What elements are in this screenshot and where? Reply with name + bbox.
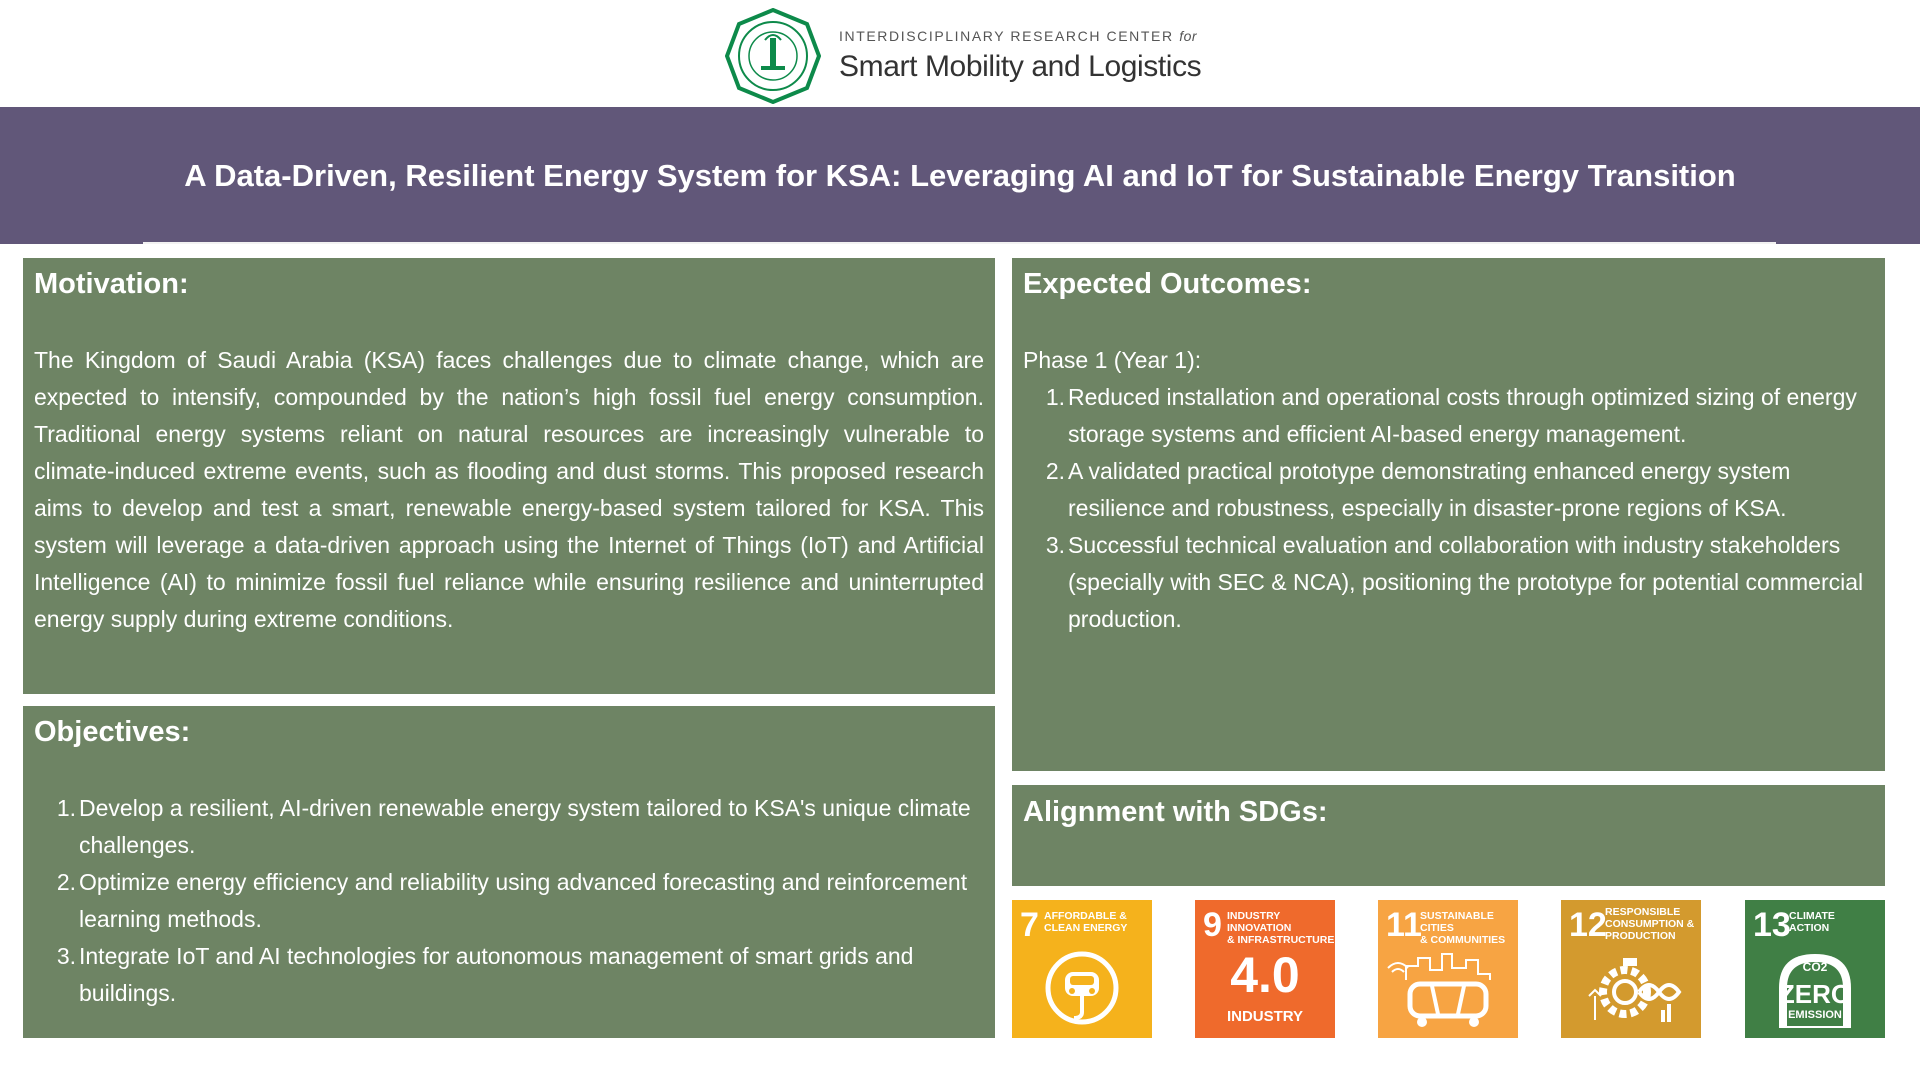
list-number: 1.: [56, 795, 76, 821]
outcomes-panel: [1012, 258, 1885, 771]
center-name: Smart Mobility and Logistics: [839, 50, 1202, 83]
list-text: Reduced installation and operational costs through optimized sizing of energy storage systems and efficient AI-based energy management.: [1068, 384, 1857, 447]
objectives-list: [34, 790, 984, 1012]
motivation-text: The Kingdom of Saudi Arabia (KSA) faces challenges due to climate change, which are expected to intensify, compounded by the nation’s high fossil fuel energy consumption. Traditional energy systems reliant on natural resources are increasingly vulnerable to climate-induced extreme events, such as flooding and dust storms. This proposed research aims to develop and test a smart, renewable energy-based system tailored for KSA. This system will leverage a data-driven approach using the Internet of Things (IoT) and Artificial Intelligence (AI) to minimize fossil fuel reliance while ensuring resilience and uninterrupted energy supply during extreme conditions.: [34, 347, 984, 632]
list-item: [1023, 527, 1874, 638]
title-banner: [0, 107, 1920, 244]
motivation-heading: Motivation:: [34, 268, 189, 300]
outcomes-list: [1023, 379, 1874, 638]
list-item: [1023, 379, 1874, 453]
city-vehicle-icon: [1378, 900, 1518, 1038]
sdg-number: 7: [1020, 906, 1039, 944]
sdg-label: AFFORDABLE & CLEAN ENERGY: [1044, 910, 1128, 934]
list-item: [34, 938, 984, 1012]
list-number: 2.: [56, 869, 76, 895]
industry-4-icon: 4.0 INDUSTRY: [1226, 947, 1304, 1025]
gear-infinity-icon: [1561, 900, 1701, 1038]
sdg-number: 11: [1386, 906, 1422, 944]
university-seal-icon: [725, 8, 821, 104]
sdg-label: INDUSTRY INNOVATION & INFRASTRUCTURE: [1227, 910, 1335, 946]
list-number: 1.: [1045, 384, 1065, 410]
list-number: 3.: [56, 943, 76, 969]
center-small-label: INTERDISCIPLINARY RESEARCH CENTER for: [839, 28, 1198, 44]
sdg-label: SUSTAINABLE CITIES & COMMUNITIES: [1420, 910, 1506, 946]
list-text: Optimize energy efficiency and reliability using advanced forecasting and reinforcement learning methods.: [79, 869, 968, 932]
list-number: 2.: [1045, 458, 1065, 484]
sdg-panel: [1012, 785, 1885, 886]
sdg-tile-13: [1745, 900, 1885, 1038]
sdg-number: 9: [1203, 906, 1222, 944]
list-text: Successful technical evaluation and collaboration with industry stakeholders (specially with SEC & NCA), positioning the prototype for potential commercial production.: [1068, 532, 1864, 632]
sdg-label: CLIMATE ACTION: [1789, 910, 1835, 934]
sdg-tile-12: [1561, 900, 1701, 1038]
objectives-heading: Objectives:: [34, 716, 191, 748]
sdg-number: 13: [1753, 906, 1791, 944]
list-number: 3.: [1045, 532, 1065, 558]
sdg-tile-11: [1378, 900, 1518, 1038]
objectives-panel: [23, 706, 995, 1038]
list-text: Integrate IoT and AI technologies for autonomous management of smart grids and buildings.: [79, 943, 914, 1006]
sdg-label: RESPONSIBLE CONSUMPTION & PRODUCTION: [1605, 906, 1695, 942]
outcomes-heading: Expected Outcomes:: [1023, 268, 1312, 300]
sdg-heading: Alignment with SDGs:: [1023, 796, 1328, 828]
sdg-tile-9: [1195, 900, 1335, 1038]
sdg-number: 12: [1569, 906, 1607, 944]
zero-emission-text: CO2 ZERO EMISSION: [1778, 960, 1852, 1021]
list-text: Develop a resilient, AI-driven renewable energy system tailored to KSA's unique climate challenges.: [79, 795, 971, 858]
list-item: [34, 790, 984, 864]
list-item: [34, 864, 984, 938]
page-title: A Data-Driven, Resilient Energy System for KSA: Leveraging AI and IoT for Sustainable Energy Transition: [184, 157, 1736, 193]
plug-icon: [1012, 900, 1152, 1038]
list-text: A validated practical prototype demonstrating enhanced energy system resilience and robustness, especially in disaster-prone regions of KSA.: [1068, 458, 1791, 521]
header-logo: [725, 8, 1201, 104]
banner-divider: [143, 242, 1776, 244]
phase-label: Phase 1 (Year 1):: [1023, 347, 1202, 373]
list-item: [1023, 453, 1874, 527]
sdg-tile-7: [1012, 900, 1152, 1038]
motivation-panel: [23, 258, 995, 694]
